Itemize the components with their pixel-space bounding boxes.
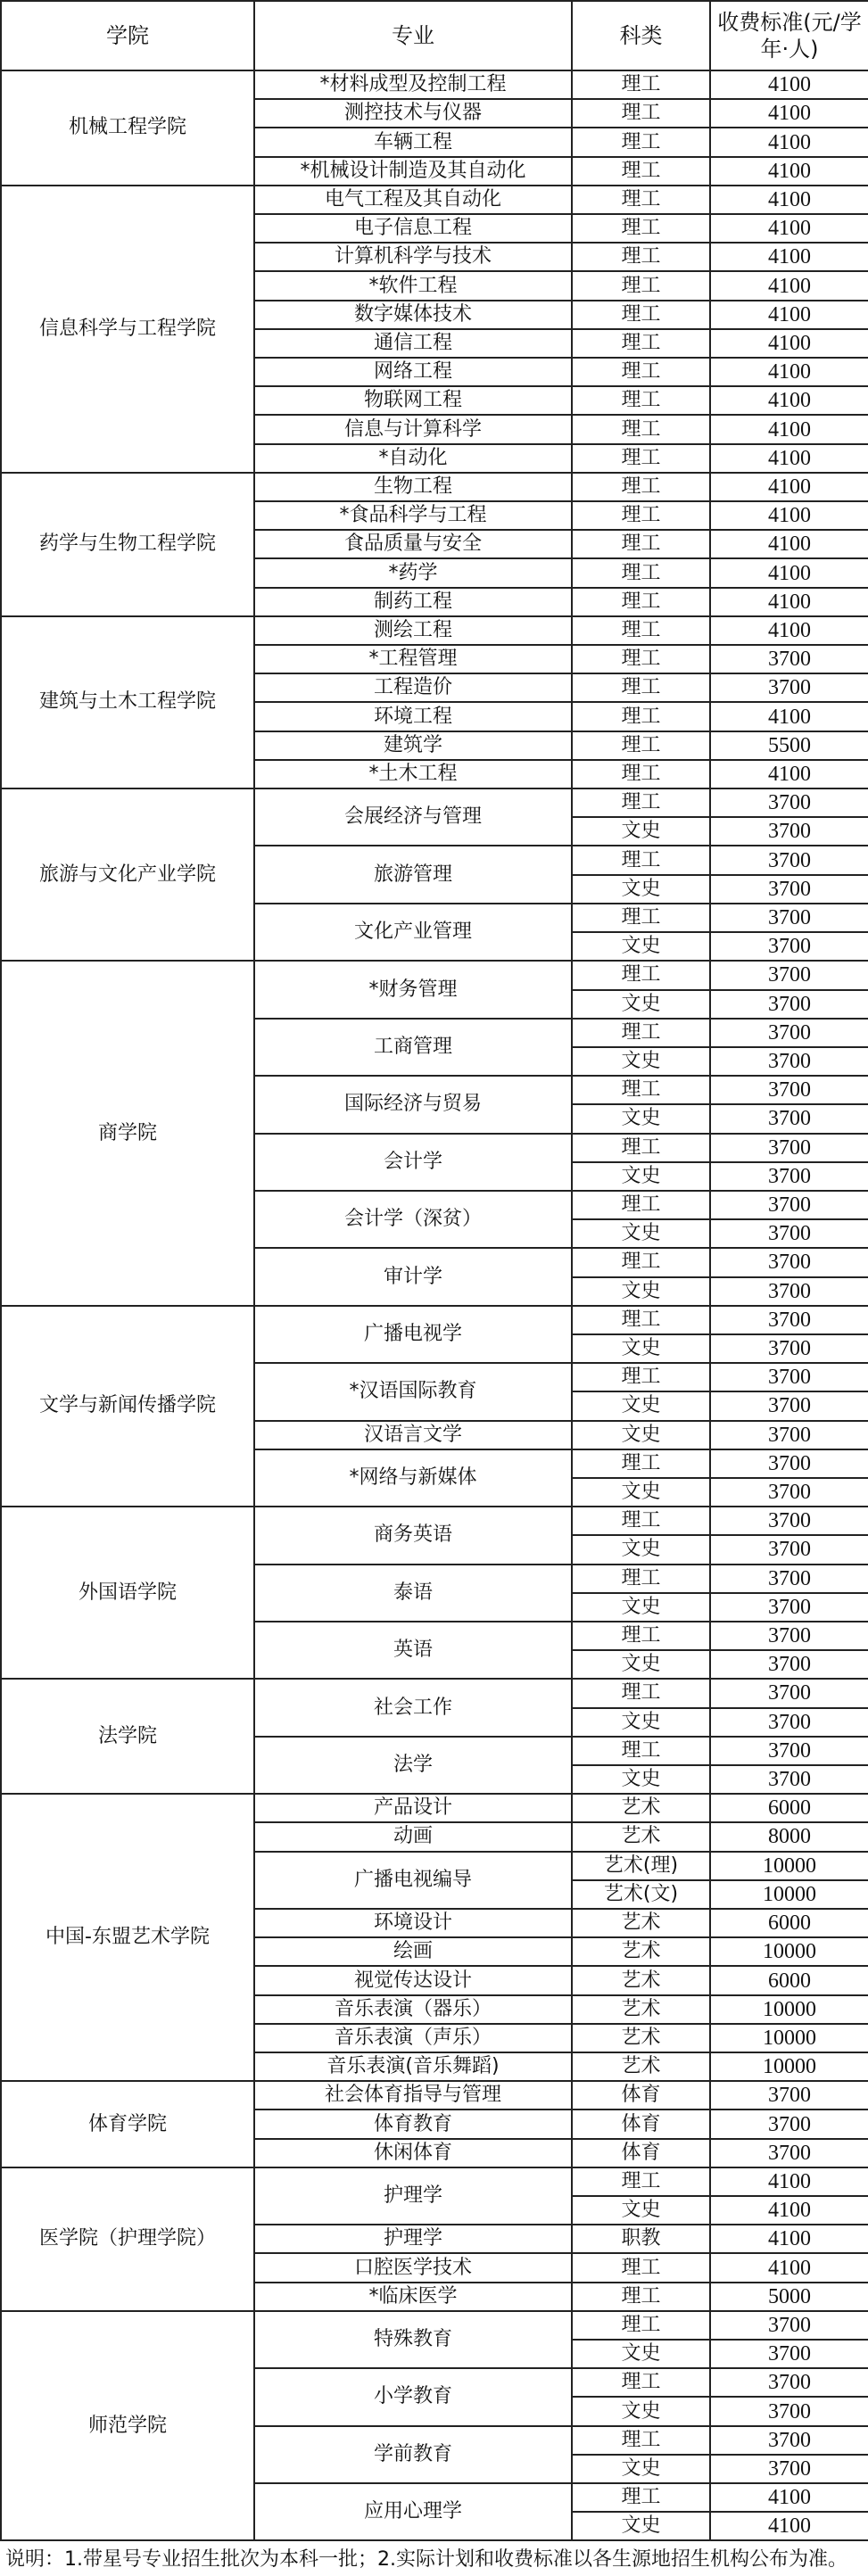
category-cell: 理工	[572, 2368, 710, 2397]
category-cell: 理工	[572, 271, 710, 300]
major-cell: *材料成型及控制工程	[254, 70, 572, 99]
major-cell: 汉语言文学	[254, 1421, 572, 1449]
table-row	[1, 186, 868, 214]
category-cell: 理工	[572, 1191, 710, 1219]
major-cell: 产品设计	[254, 1794, 572, 1822]
category-cell: 理工	[572, 673, 710, 702]
major-cell: 特殊教育	[254, 2311, 572, 2368]
college-cell: 文学与新闻传播学院	[1, 1306, 254, 1507]
major-cell: 审计学	[254, 1248, 572, 1305]
category-cell: 文史	[572, 1219, 710, 1248]
fee-cell: 6000	[710, 1794, 868, 1822]
major-cell: *临床医学	[254, 2283, 572, 2311]
college-cell: 体育学院	[1, 2081, 254, 2167]
category-cell: 理工	[572, 2283, 710, 2311]
fee-cell: 4100	[710, 702, 868, 731]
fee-cell: 3700	[710, 1277, 868, 1306]
category-cell: 艺术	[572, 1937, 710, 1966]
category-cell: 体育	[572, 2139, 710, 2167]
category-cell: 理工	[572, 157, 710, 186]
major-cell: 会计学（深贫）	[254, 1191, 572, 1248]
category-cell: 理工	[572, 2426, 710, 2455]
category-cell: 理工	[572, 329, 710, 358]
fee-cell: 3700	[710, 788, 868, 817]
fee-cell: 4100	[710, 128, 868, 156]
major-cell: 广播电视编导	[254, 1852, 572, 1909]
fee-cell: 3700	[710, 875, 868, 904]
category-cell: 理工	[572, 588, 710, 616]
category-cell: 艺术	[572, 1822, 710, 1851]
fee-cell: 3700	[710, 1019, 868, 1047]
fee-cell: 4100	[710, 588, 868, 616]
fee-cell: 4100	[710, 2167, 868, 2196]
category-cell: 艺术	[572, 2052, 710, 2081]
category-cell: 艺术	[572, 1966, 710, 1994]
fee-cell: 3700	[710, 1765, 868, 1794]
major-cell: *机械设计制造及其自动化	[254, 157, 572, 186]
fee-cell: 3700	[710, 817, 868, 846]
major-cell: *工程管理	[254, 645, 572, 673]
category-cell: 文史	[572, 1593, 710, 1622]
major-cell: 物联网工程	[254, 386, 572, 415]
major-cell: 环境设计	[254, 1909, 572, 1937]
category-cell: 文史	[572, 2397, 710, 2425]
major-cell: 测绘工程	[254, 616, 572, 645]
fee-cell: 3700	[710, 1622, 868, 1650]
major-cell: 绘画	[254, 1937, 572, 1966]
category-cell: 理工	[572, 243, 710, 271]
category-cell: 文史	[572, 875, 710, 904]
fee-cell: 3700	[710, 1219, 868, 1248]
fee-header: 收费标准(元/学年·人)	[710, 1, 868, 70]
table-row	[1, 473, 868, 501]
category-cell: 文史	[572, 1277, 710, 1306]
fee-cell: 4100	[710, 415, 868, 443]
category-cell: 文史	[572, 817, 710, 846]
category-cell: 文史	[572, 1334, 710, 1363]
table-row	[1, 1306, 868, 1334]
category-cell: 理工	[572, 1248, 710, 1276]
major-cell: 工商管理	[254, 1019, 572, 1076]
major-cell: 制药工程	[254, 588, 572, 616]
category-cell: 文史	[572, 1162, 710, 1191]
category-cell: 文史	[572, 1047, 710, 1076]
major-cell: 信息与计算科学	[254, 415, 572, 443]
category-cell: 文史	[572, 2455, 710, 2483]
table-row	[1, 70, 868, 99]
category-cell: 理工	[572, 2483, 710, 2512]
category-cell: 文史	[572, 1650, 710, 1679]
major-cell: 音乐表演（声乐）	[254, 2024, 572, 2052]
major-cell: *药学	[254, 558, 572, 587]
category-cell: 理工	[572, 1019, 710, 1047]
major-cell: 小学教育	[254, 2368, 572, 2425]
category-cell: 理工	[572, 2167, 710, 2196]
major-cell: *食品科学与工程	[254, 501, 572, 530]
fee-cell: 3700	[710, 2340, 868, 2368]
college-cell: 法学院	[1, 1679, 254, 1794]
college-cell: 师范学院	[1, 2311, 254, 2541]
major-cell: 音乐表演（器乐）	[254, 1995, 572, 2024]
category-cell: 艺术	[572, 2024, 710, 2052]
fee-cell: 4100	[710, 214, 868, 243]
category-cell: 艺术(文)	[572, 1880, 710, 1909]
category-cell: 文史	[572, 2340, 710, 2368]
college-cell: 信息科学与工程学院	[1, 186, 254, 473]
category-cell: 理工	[572, 760, 710, 788]
major-cell: 社会工作	[254, 1679, 572, 1736]
table-row	[1, 2167, 868, 2196]
table-row	[1, 2081, 868, 2110]
category-cell: 理工	[572, 961, 710, 989]
fee-cell: 4100	[710, 186, 868, 214]
category-cell: 理工	[572, 846, 710, 874]
fee-cell: 4100	[710, 2225, 868, 2253]
category-cell: 理工	[572, 788, 710, 817]
fee-cell: 3700	[710, 2110, 868, 2138]
category-cell: 文史	[572, 990, 710, 1019]
fee-cell: 3700	[710, 1248, 868, 1276]
major-cell: 视觉传达设计	[254, 1966, 572, 1994]
fee-cell: 4100	[710, 760, 868, 788]
college-cell: 建筑与土木工程学院	[1, 616, 254, 788]
fee-cell: 3700	[710, 2426, 868, 2455]
fee-cell: 4100	[710, 2196, 868, 2225]
category-cell: 理工	[572, 501, 710, 530]
fee-cell: 3700	[710, 1363, 868, 1391]
fee-cell: 3700	[710, 2139, 868, 2167]
fee-cell: 4100	[710, 329, 868, 358]
category-cell: 理工	[572, 1449, 710, 1478]
major-cell: 环境工程	[254, 702, 572, 731]
category-cell: 文史	[572, 1765, 710, 1794]
fee-cell: 3700	[710, 2455, 868, 2483]
category-header: 科类	[572, 1, 710, 70]
major-cell: 工程造价	[254, 673, 572, 702]
fee-cell: 3700	[710, 1449, 868, 1478]
major-cell: 电气工程及其自动化	[254, 186, 572, 214]
fee-cell: 3700	[710, 1191, 868, 1219]
fee-cell: 3700	[710, 1047, 868, 1076]
fee-cell: 3700	[710, 2397, 868, 2425]
category-cell: 理工	[572, 1737, 710, 1765]
category-cell: 艺术	[572, 1794, 710, 1822]
major-cell: 学前教育	[254, 2426, 572, 2483]
major-cell: 通信工程	[254, 329, 572, 358]
fee-cell: 10000	[710, 2024, 868, 2052]
category-cell: 文史	[572, 1421, 710, 1449]
category-cell: 艺术	[572, 1995, 710, 2024]
fee-cell: 3700	[710, 1134, 868, 1162]
fee-cell: 6000	[710, 1909, 868, 1937]
major-cell: 网络工程	[254, 358, 572, 386]
fee-cell: 4100	[710, 2483, 868, 2512]
fee-cell: 4100	[710, 2253, 868, 2282]
category-cell: 理工	[572, 530, 710, 558]
category-cell: 文史	[572, 2512, 710, 2540]
category-cell: 体育	[572, 2110, 710, 2138]
category-cell: 文史	[572, 1535, 710, 1564]
major-cell: 会计学	[254, 1134, 572, 1191]
category-cell: 理工	[572, 70, 710, 99]
major-cell: 护理学	[254, 2225, 572, 2253]
fee-cell: 3700	[710, 2368, 868, 2397]
fee-cell: 4100	[710, 558, 868, 587]
category-cell: 理工	[572, 128, 710, 156]
college-header: 学院	[1, 1, 254, 70]
category-cell: 职教	[572, 2225, 710, 2253]
college-cell: 机械工程学院	[1, 70, 254, 186]
category-cell: 理工	[572, 1306, 710, 1334]
category-cell: 理工	[572, 645, 710, 673]
fee-cell: 3700	[710, 673, 868, 702]
category-cell: 理工	[572, 444, 710, 473]
fee-cell: 4100	[710, 301, 868, 329]
fee-cell: 3700	[710, 1650, 868, 1679]
major-cell: *土木工程	[254, 760, 572, 788]
table-row	[1, 961, 868, 989]
category-cell: 文史	[572, 1478, 710, 1507]
fee-cell: 4100	[710, 616, 868, 645]
major-cell: 应用心理学	[254, 2483, 572, 2540]
fee-cell: 4100	[710, 386, 868, 415]
major-cell: *网络与新媒体	[254, 1449, 572, 1507]
fee-cell: 4100	[710, 99, 868, 128]
header-row	[1, 1, 868, 70]
fee-cell: 3700	[710, 1421, 868, 1449]
fee-cell: 3700	[710, 1565, 868, 1593]
fee-cell: 10000	[710, 1937, 868, 1966]
category-cell: 文史	[572, 1391, 710, 1420]
college-cell: 医学院（护理学院）	[1, 2167, 254, 2311]
fee-cell: 3700	[710, 1104, 868, 1133]
category-cell: 理工	[572, 214, 710, 243]
fee-cell: 3700	[710, 1478, 868, 1507]
fee-cell: 3700	[710, 1162, 868, 1191]
major-cell: *财务管理	[254, 961, 572, 1018]
major-cell: 测控技术与仪器	[254, 99, 572, 128]
major-cell: *软件工程	[254, 271, 572, 300]
category-cell: 理工	[572, 1622, 710, 1650]
major-cell: 社会体育指导与管理	[254, 2081, 572, 2110]
fee-cell: 4100	[710, 157, 868, 186]
table-row	[1, 616, 868, 645]
college-cell: 商学院	[1, 961, 254, 1305]
major-cell: 法学	[254, 1737, 572, 1794]
category-cell: 文史	[572, 1708, 710, 1737]
fee-cell: 3700	[710, 1391, 868, 1420]
fee-cell: 3700	[710, 1507, 868, 1535]
major-cell: *汉语国际教育	[254, 1363, 572, 1420]
major-cell: *自动化	[254, 444, 572, 473]
major-cell: 广播电视学	[254, 1306, 572, 1363]
major-cell: 计算机科学与技术	[254, 243, 572, 271]
fee-cell: 3700	[710, 2311, 868, 2340]
fee-cell: 4100	[710, 243, 868, 271]
major-cell: 休闲体育	[254, 2139, 572, 2167]
category-cell: 艺术(理)	[572, 1852, 710, 1880]
table-row	[1, 788, 868, 817]
fee-cell: 5500	[710, 731, 868, 760]
college-cell: 药学与生物工程学院	[1, 473, 254, 616]
major-cell: 旅游管理	[254, 846, 572, 903]
category-cell: 理工	[572, 186, 710, 214]
fee-cell: 4100	[710, 473, 868, 501]
fee-cell: 10000	[710, 1852, 868, 1880]
table-row	[1, 1679, 868, 1707]
category-cell: 理工	[572, 415, 710, 443]
fee-cell: 4100	[710, 70, 868, 99]
category-cell: 理工	[572, 904, 710, 932]
category-cell: 理工	[572, 1363, 710, 1391]
category-cell: 理工	[572, 2253, 710, 2282]
fee-cell: 3700	[710, 1334, 868, 1363]
major-cell: 文化产业管理	[254, 904, 572, 961]
major-cell: 食品质量与安全	[254, 530, 572, 558]
fee-cell: 4100	[710, 358, 868, 386]
category-cell: 理工	[572, 731, 710, 760]
major-cell: 音乐表演(音乐舞蹈)	[254, 2052, 572, 2081]
fee-cell: 3700	[710, 1076, 868, 1104]
table-row	[1, 2311, 868, 2340]
fee-cell: 3700	[710, 990, 868, 1019]
fee-cell: 4100	[710, 271, 868, 300]
fee-cell: 3700	[710, 961, 868, 989]
fee-cell: 3700	[710, 904, 868, 932]
category-cell: 艺术	[572, 1909, 710, 1937]
fee-cell: 4100	[710, 2512, 868, 2540]
major-cell: 国际经济与贸易	[254, 1076, 572, 1133]
fee-cell: 10000	[710, 1880, 868, 1909]
category-cell: 理工	[572, 301, 710, 329]
major-cell: 体育教育	[254, 2110, 572, 2138]
fee-cell: 3700	[710, 932, 868, 961]
major-cell: 护理学	[254, 2167, 572, 2225]
table-row	[1, 1507, 868, 1535]
college-cell: 外国语学院	[1, 1507, 254, 1679]
footnote: 说明：1.带星号专业招生批次为本科一批；2.实际计划和收费标准以各生源地招生机构公布为准。	[5, 2548, 847, 2571]
major-cell: 电子信息工程	[254, 214, 572, 243]
fee-cell: 3700	[710, 1737, 868, 1765]
fee-cell: 3700	[710, 1535, 868, 1564]
category-cell: 理工	[572, 1076, 710, 1104]
category-cell: 理工	[572, 1565, 710, 1593]
category-cell: 理工	[572, 386, 710, 415]
major-cell: 商务英语	[254, 1507, 572, 1564]
fee-cell: 5000	[710, 2283, 868, 2311]
fee-cell: 3700	[710, 1593, 868, 1622]
fee-cell: 4100	[710, 530, 868, 558]
major-cell: 数字媒体技术	[254, 301, 572, 329]
category-cell: 理工	[572, 702, 710, 731]
table-body	[1, 70, 868, 2540]
category-cell: 理工	[572, 616, 710, 645]
major-cell: 泰语	[254, 1565, 572, 1622]
major-cell: 车辆工程	[254, 128, 572, 156]
fee-cell: 8000	[710, 1822, 868, 1851]
category-cell: 体育	[572, 2081, 710, 2110]
category-cell: 文史	[572, 2196, 710, 2225]
category-cell: 理工	[572, 558, 710, 587]
category-cell: 理工	[572, 1679, 710, 1707]
category-cell: 文史	[572, 932, 710, 961]
fee-cell: 10000	[710, 2052, 868, 2081]
major-cell: 建筑学	[254, 731, 572, 760]
table-row	[1, 1794, 868, 1822]
fee-cell: 3700	[710, 645, 868, 673]
major-cell: 会展经济与管理	[254, 788, 572, 846]
fee-cell: 3700	[710, 1306, 868, 1334]
fee-cell: 10000	[710, 1995, 868, 2024]
category-cell: 理工	[572, 1134, 710, 1162]
fee-cell: 3700	[710, 846, 868, 874]
category-cell: 理工	[572, 473, 710, 501]
category-cell: 理工	[572, 358, 710, 386]
major-cell: 生物工程	[254, 473, 572, 501]
major-header: 专业	[254, 1, 572, 70]
college-cell: 旅游与文化产业学院	[1, 788, 254, 961]
major-cell: 动画	[254, 1822, 572, 1851]
fee-cell: 3700	[710, 2081, 868, 2110]
category-cell: 理工	[572, 99, 710, 128]
college-cell: 中国-东盟艺术学院	[1, 1794, 254, 2081]
category-cell: 理工	[572, 2311, 710, 2340]
fee-cell: 4100	[710, 501, 868, 530]
category-cell: 理工	[572, 1507, 710, 1535]
fee-cell: 3700	[710, 1708, 868, 1737]
fee-cell: 3700	[710, 1679, 868, 1707]
major-cell: 英语	[254, 1622, 572, 1679]
fee-cell: 4100	[710, 444, 868, 473]
fee-cell: 6000	[710, 1966, 868, 1994]
category-cell: 文史	[572, 1104, 710, 1133]
major-cell: 口腔医学技术	[254, 2253, 572, 2282]
